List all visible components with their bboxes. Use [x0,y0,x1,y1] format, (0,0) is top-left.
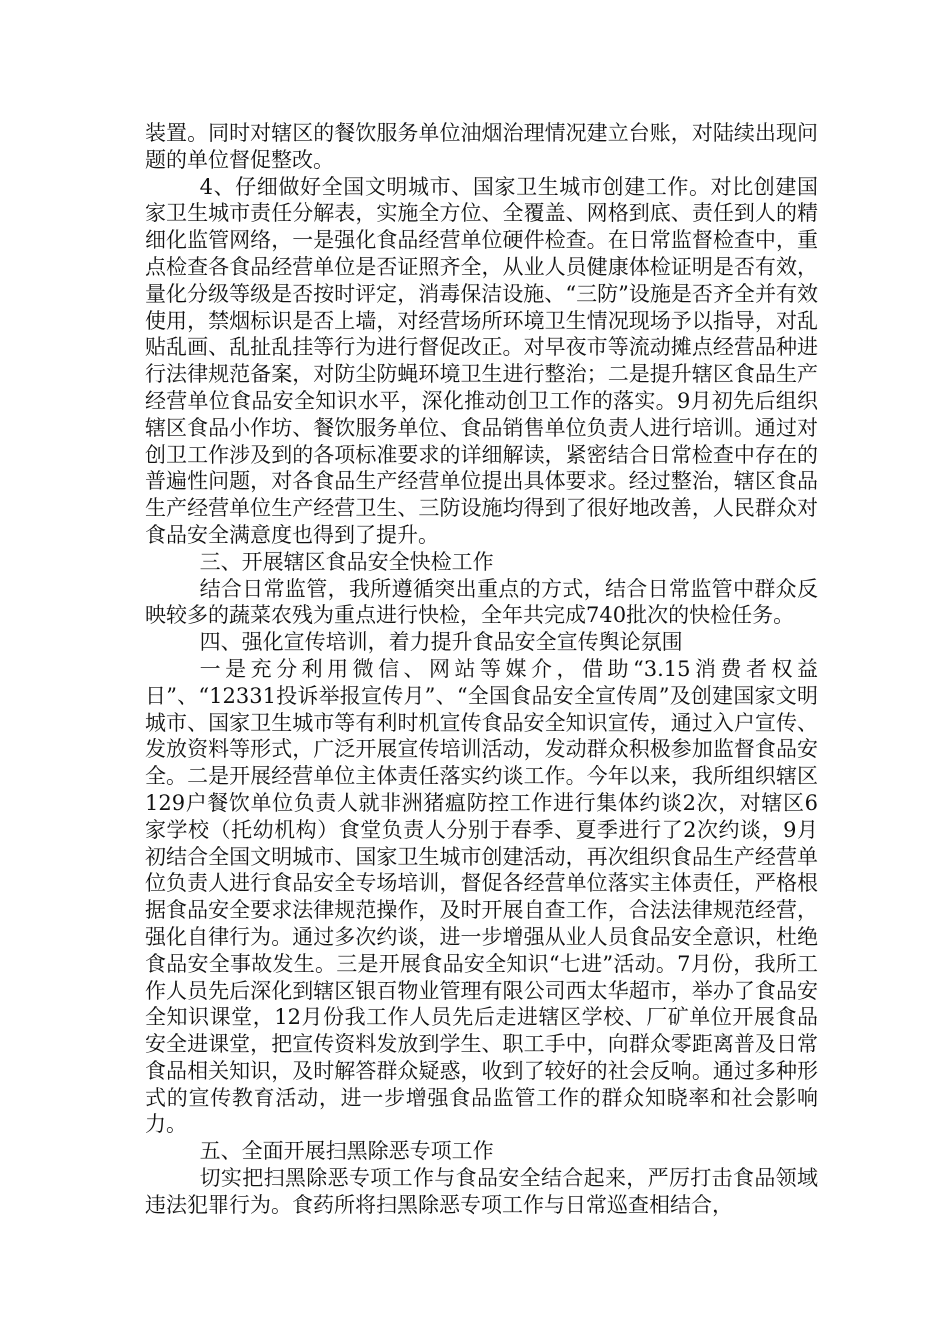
section-heading-publicity: 四、强化宣传培训，着力提升食品安全宣传舆论氛围 [199,630,683,655]
paragraph-anti-crime: 切实把扫黑除恶专项工作与食品安全结合起来，严厉打击食品领域违法犯罪行为。食药所将扫黑除恶专项工作与日常巡查相结合， [145,1166,818,1217]
document-body [145,120,818,1219]
paragraph-publicity: 一是充分利用微信、网站等媒介，借助“3.15消费者权益日”、“12331投诉举报宣传月”、“全国食品安全宣传周”及创建国家文明城市、国家卫生城市等有利时机宣传食品安全知识宣传，通过入户宣传、发放资料等形式，广泛开展宣传培训活动，发动群众积极参加监督食品安全。二是开展经营单位主体责任落实约谈工作。今年以来，我所组织辖区129户餐饮单位负责人就非洲猪瘟防控工作进行集体约谈2次，对辖区6家学校（托幼机构）食堂负责人分别于春季、夏季进行了2次约谈，9月初结合全国文明城市、国家卫生城市创建活动，再次组织食品生产经营单位负责人进行食品安全专场培训，督促各经营单位落实主体责任，严格根据食品安全要求法律规范操作，及时开展自查工作，合法法律规范经营，强化自律行为。通过多次约谈，进一步增强从业人员食品安全意识，杜绝食品安全事故发生。三是开展食品安全知识“七进”活动。7月份，我所工作人员先后深化到辖区银百物业管理有限公司西太华超市，举办了食品安全知识课堂，12月份我工作人员先后走进辖区学校、厂矿单位开展食品安全进课堂，把宣传资料发放到学生、职工手中，向群众零距离普及日常食品相关知识，及时解答群众疑惑，收到了较好的社会反响。通过多种形式的宣传教育活动，进一步增强食品监管工作的群众知晓率和社会影响力。 [145,656,818,1137]
paragraph-civilized-city: 4、仔细做好全国文明城市、国家卫生城市创建工作。对比创建国家卫生城市责任分解表，实施全方位、全覆盖、网格到底、责任到人的精细化监管网络，一是强化食品经营单位硬件检查。在日常监督检查中，重点检查各食品经营单位是否证照齐全，从业人员健康体检证明是否有效，量化分级等级是否按时评定，消毒保洁设施、“三防”设施是否齐全并有效使用，禁烟标识是否上墙，对经营场所环境卫生情况现场予以指导，对乱贴乱画、乱扯乱挂等行为进行督促改正。对早夜市等流动摊点经营品种进行法律规范备案，对防尘防蝇环境卫生进行整治；二是提升辖区食品生产经营单位食品安全知识水平，深化推动创卫工作的落实。9月初先后组织辖区食品小作坊、餐饮服务单位、食品销售单位负责人进行培训。通过对创卫工作涉及到的各项标准要求的详细解读，紧密结合日常检查中存在的普遍性问题，对各食品生产经营单位提出具体要求。经过整治，辖区食品生产经营单位生产经营卫生、三防设施均得到了很好地改善，人民群众对食品安全满意度也得到了提升。 [145,174,818,547]
section-heading-anti-crime: 五、全面开展扫黑除恶专项工作 [199,1139,494,1164]
paragraph-continuation: 装置。同时对辖区的餐饮服务单位油烟治理情况建立台账，对陆续出现问题的单位督促整改。 [145,121,818,172]
paragraph-rapid-testing: 结合日常监管，我所遵循突出重点的方式，结合日常监管中群众反映较多的蔬菜农残为重点进行快检，全年共完成740批次的快检任务。 [145,576,818,628]
section-heading-rapid-testing: 三、开展辖区食品安全快检工作 [199,549,494,574]
